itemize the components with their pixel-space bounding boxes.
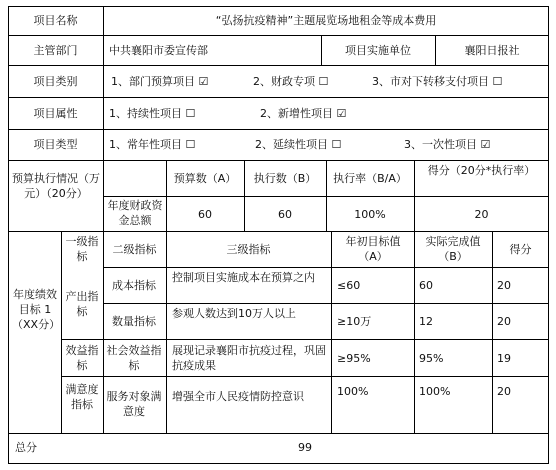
rule <box>8 231 549 232</box>
budget-label: 预算执行情况（万元）（20分） <box>12 172 100 200</box>
type-label: 项目类型 <box>33 138 78 151</box>
row-level2: 服务对象满意度 <box>106 390 162 418</box>
row-level2: 数量指标 <box>112 315 156 328</box>
attribute-option-1 <box>109 106 195 121</box>
row-actual: 60 <box>419 279 433 292</box>
rule <box>8 129 549 130</box>
rule <box>8 160 549 161</box>
option-label: 2、新增性项目 <box>260 107 333 120</box>
impl-value: 襄阳日报社 <box>464 44 520 57</box>
row-level2: 成本指标 <box>112 279 156 292</box>
rule <box>8 6 549 7</box>
row-target: 100% <box>337 385 369 398</box>
category-option-3 <box>372 74 502 89</box>
rule <box>492 231 493 434</box>
total-label: 总分 <box>15 441 37 454</box>
row-score: 20 <box>497 279 511 292</box>
checkbox-empty-icon: ☐ <box>185 138 196 151</box>
option-label: 3、一次性项目 <box>404 138 477 151</box>
budget-col-a: 预算数（A） <box>173 172 237 185</box>
checkbox-empty-icon: ☐ <box>318 75 329 88</box>
option-label: 1、持续性项目 <box>109 107 182 120</box>
type-option-2 <box>255 137 341 152</box>
rule <box>61 376 549 377</box>
budget-col-b: 执行数（B） <box>253 172 317 185</box>
rule <box>8 463 549 464</box>
row-score: 19 <box>497 352 511 365</box>
checkbox-empty-icon: ☐ <box>492 75 503 88</box>
head-score: 得分 <box>509 243 532 256</box>
rule <box>103 6 104 161</box>
head-actual: 实际完成值（B） <box>425 235 481 263</box>
row-target: ≥95% <box>337 352 371 365</box>
rule <box>8 97 549 98</box>
category-option-1 <box>111 74 208 89</box>
checkbox-checked-icon: ☑ <box>336 107 347 120</box>
option-label: 3、市对下转移支付项目 <box>372 75 489 88</box>
rule <box>103 231 104 434</box>
head-level1: 一级指标 <box>65 235 99 263</box>
type-option-1 <box>109 137 195 152</box>
row-score: 20 <box>497 385 511 398</box>
project-name-label: 项目名称 <box>33 14 78 27</box>
exec-value: 60 <box>278 208 292 221</box>
head-target: 年初目标值（A） <box>345 235 401 263</box>
rule <box>103 160 104 232</box>
checkbox-checked-icon: ☑ <box>480 138 491 151</box>
rule <box>8 35 549 36</box>
category-label: 项目类别 <box>33 75 78 88</box>
budget-score-value: 20 <box>474 208 489 221</box>
head-level2: 二级指标 <box>112 243 157 256</box>
rate-value: 100% <box>354 208 386 221</box>
rule <box>103 303 549 304</box>
rule <box>61 339 549 340</box>
rule <box>103 267 549 268</box>
total-value: 99 <box>298 441 312 454</box>
rule <box>331 231 332 434</box>
row-actual: 100% <box>419 385 451 398</box>
row-target: ≥10万 <box>337 315 372 328</box>
benefit-label: 效益指标 <box>65 344 99 372</box>
checkbox-checked-icon: ☑ <box>198 75 209 88</box>
budget-row-label: 年度财政资金总额 <box>107 199 163 227</box>
row-actual: 95% <box>419 352 444 365</box>
option-label: 1、常年性项目 <box>109 138 182 151</box>
row-level3: 参观人数达到10万人以上 <box>172 307 296 320</box>
attribute-label: 项目属性 <box>33 107 78 120</box>
checkbox-empty-icon: ☐ <box>331 138 342 151</box>
rule <box>414 231 415 434</box>
rule <box>548 6 549 464</box>
row-level3: 展现记录襄阳市抗疫过程，巩固抗疫成果 <box>172 344 326 372</box>
row-actual: 12 <box>419 315 433 328</box>
rule <box>166 231 167 434</box>
option-label: 1、部门预算项目 <box>111 75 195 88</box>
row-level3: 增强全市人民疫情防控意识 <box>172 390 304 403</box>
output-label: 产出指标 <box>65 290 99 318</box>
rule <box>8 65 549 66</box>
row-level2: 社会效益指标 <box>106 344 162 372</box>
row-level3: 控制项目实施成本在预算之内 <box>172 271 315 284</box>
rule <box>8 433 549 434</box>
checkbox-empty-icon: ☐ <box>185 107 196 120</box>
category-option-2 <box>253 74 328 89</box>
dept-label: 主管部门 <box>33 44 78 57</box>
budget-col-score: 得分（20分*执行率） <box>427 164 536 177</box>
attribute-option-2 <box>260 106 346 121</box>
option-label: 2、延续性项目 <box>255 138 328 151</box>
row-target: ≤60 <box>337 279 361 292</box>
row-score: 20 <box>497 315 511 328</box>
type-option-3 <box>404 137 490 152</box>
budget-value: 60 <box>198 208 212 221</box>
rule <box>61 231 62 434</box>
project-name: “弘扬抗疫精神”主题展览场地租金等成本费用 <box>215 14 437 27</box>
satisfaction-label: 满意度指标 <box>65 383 99 411</box>
impl-label: 项目实施单位 <box>345 44 411 57</box>
option-label: 2、财政专项 <box>253 75 315 88</box>
budget-col-rate: 执行率（B/A） <box>333 172 407 185</box>
dept-value: 中共襄阳市委宣传部 <box>109 44 208 57</box>
performance-side-label: 年度绩效目标 1（XX分） <box>12 288 61 331</box>
head-level3: 三级指标 <box>226 243 271 256</box>
